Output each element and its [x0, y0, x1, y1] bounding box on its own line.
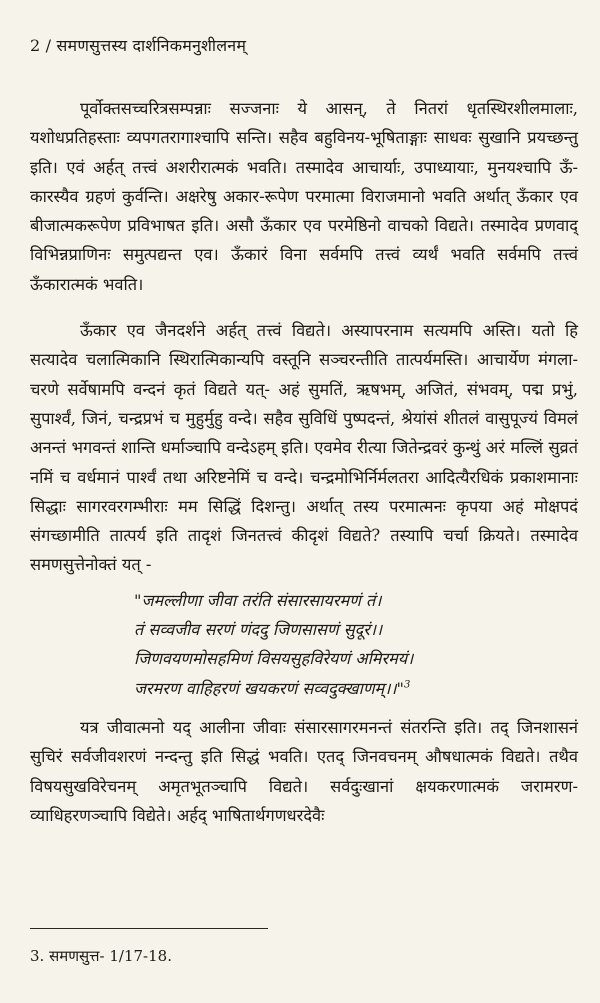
paragraph-1: पूर्वोक्तसच्चरित्रसम्पन्नाः सज्जनाः ये आसन्, ते नितरां धृतस्थिरशीलमालाः, यशोधप्रतिहस्ताः व्यपगतरागाश्चापि सन्ति। सहैव बहुविनय-भूषिताङ्गाः साधवः सुखानि प्रयच्छन्तु इति। एवं अर्हत् तत्त्वं अशरीरात्मकं भवति। तस्मादेव आचार्याः, उपाध्यायाः, मुनयश्चापि ऊँ-कारस्यैव ग्रहणं कुर्वन्ति। अक्षरेषु अकार-रूपेण परमात्मा विराजमानो भवति अर्थात् ऊँकार एव बीजात्मकरूपेण प्रविभाषत इति। असौ ऊँकार एव परमेष्ठिनो वाचको विद्यते। तस्मादेव प्रणवाद् विभिन्नप्राणिनः समुत्पद्यन्त एव। ऊँकारं विना सर्वमपि तत्त्वं व्यर्थं भवति सर्वमपि तत्त्वं ऊँकारात्मकं भवति।: [30, 99, 578, 294]
verse-line-3: जिणवयणमोसहमिणं विसयसुहविरेयणं अमिरमयं।: [134, 649, 414, 669]
running-head: 2 / समणसुत्तस्य दार्शनिकमनुशीलनम्: [30, 36, 247, 55]
paragraph-2: ऊँकार एव जैनदर्शने अर्हत् तत्त्वं विद्यते। अस्यापरनाम सत्यमपि अस्ति। यतो हि सत्यादेव चलात्मिकानि स्थिरात्मिकान्यपि वस्तूनि सञ्चरन्तीति तात्पर्यमस्ति। आचार्येण मंगला-चरणे सर्वेषामपि वन्दनं कृतं विद्यते यत्- अहं सुमतिं, ऋषभम्, अजितं, संभवम्, पद्म प्रभुं, सुपार्श्वं, जिनं, चन्द्रप्रभं च मुहुर्मुहु वन्दे। सहैव सुविधिं पुष्पदन्तं, श्रेयांसं शीतलं वासुपूज्यं विमलं अनन्तं भगवन्तं शान्ति धर्माञ्चापि वन्देऽहम् इति। एवमेव रीत्या जितेन्द्रवरं कुन्थुं अरं मल्लिं सुव्रतं नमिं च वर्धमानं पार्श्वं तथा अरिष्टनेमिं च वन्दे। चन्द्रमोभिर्निर्मलतरा आदित्यैरधिकं प्रकाशमानाः सिद्धाः सागरवरगम्भीराः मम सिद्धिं दिशन्तु। अर्थात् तस्य परमात्मनः कृपया अहं मोक्षपदं संगच्छामीति तात्पर्य इति तादृशं जिनतत्त्वं कीदृशं विद्यते? तस्यापि चर्चा क्रियते। तस्मादेव समणसुत्तेनोक्तं यत् -: [30, 321, 578, 575]
verse-line-2: तं सव्वजीव सरणं णंददु जिणसासणं सुदूरं।।: [134, 620, 383, 640]
footnote-reference: 3: [403, 679, 411, 691]
footnote-divider: [30, 928, 268, 929]
verse-line-4: [134, 674, 578, 703]
verse-line-4-text: जरमरण वाहिहरणं खयकरणं सव्वदुक्खाणम्।।": [134, 678, 404, 698]
verse-quotation: [134, 586, 578, 703]
paragraph-3: यत्र जीवात्मनो यद् आलीना जीवाः संसारसागरमनन्तं संतरन्ति इति। तद् जिनशासनं सुचिरं सर्वजीवशरणं नन्दन्तु इति सिद्धं भवति। एतद् जिनवचनम् औषधात्मकं विद्यते। तथैव विषयसुखविरेचनम् अमृतभूतञ्चापि विद्यते। सर्वदुःखानां क्षयकरणात्मकं जरामरण- व्याधिहरणञ्चापि विद्येते। अर्हद् भाषितार्थगणधरदेवैः: [30, 717, 578, 825]
verse-line-1: "जमल्लीणा जीवा तरंति संसारसायरमणं तं।: [134, 590, 382, 610]
footnote: 3. समणसुत्त- 1/17-18.: [30, 947, 172, 965]
